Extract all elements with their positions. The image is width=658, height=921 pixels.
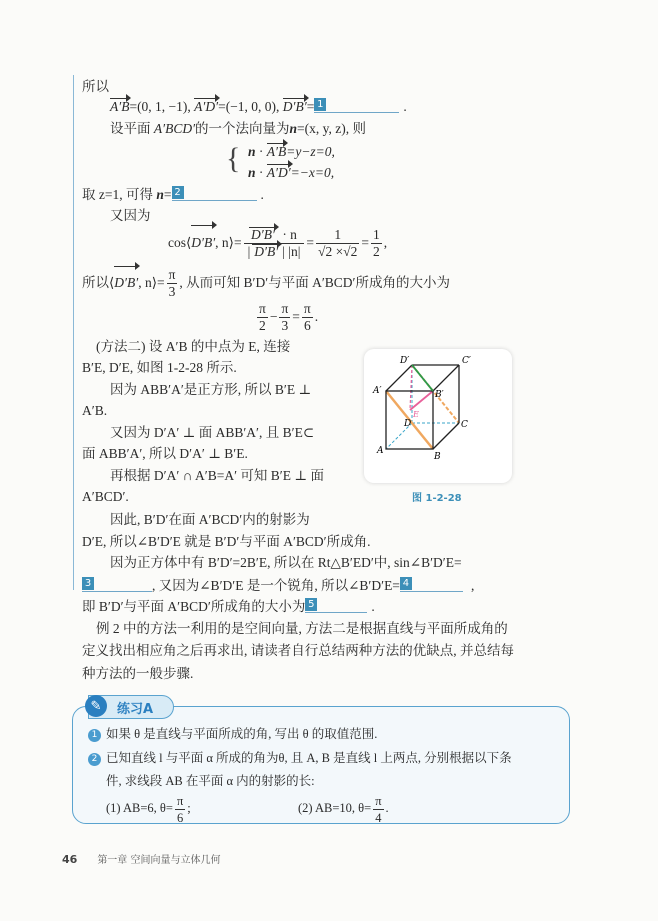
numerator: π [281, 301, 289, 317]
denominator: 2 [259, 318, 266, 334]
text: 的一个法向量为 [195, 121, 290, 136]
text: =(0, 1, −1), [129, 99, 195, 114]
numerator: π [303, 301, 311, 317]
text-line: 例 2 中的方法一利用的是空间向量, 方法二是根据直线与平面所成角的 [96, 621, 508, 636]
page-number: 46 [62, 853, 78, 866]
numerator: 1 [316, 227, 359, 244]
fraction [244, 227, 305, 260]
fraction [167, 267, 178, 300]
text: = [306, 235, 315, 250]
brace: { [226, 142, 241, 175]
label-D: D [404, 419, 412, 429]
text: =y−z=0, [286, 144, 335, 159]
text-line: 因为 ABB′A′是正方形, 所以 B′E ⊥ [110, 382, 312, 397]
blank-number: 1 [314, 98, 326, 111]
answer-blank-2[interactable] [172, 186, 257, 201]
text: , n⟩= [138, 275, 165, 290]
exercise-sub-1 [106, 791, 191, 826]
numerator: 1 [372, 227, 380, 243]
fraction [316, 227, 359, 260]
text: · n [278, 227, 297, 243]
text-line: 面 ABB′A′, 所以 D′A′ ⊥ B′E. [82, 446, 248, 461]
vector-line [110, 98, 407, 116]
text: 如果 θ 是直线与平面所成的角, 写出 θ 的取值范围. [106, 727, 378, 741]
blank-number: 5 [305, 598, 317, 611]
edge [386, 365, 412, 391]
text: n [289, 121, 298, 136]
blank-number: 2 [172, 186, 184, 199]
exercise-title: 练习A [117, 702, 154, 717]
numerator: π [168, 267, 176, 283]
item-number: 1 [88, 729, 101, 742]
denominator: 3 [168, 284, 176, 300]
numerator: π [375, 793, 382, 808]
text: | [247, 244, 251, 260]
blank-number: 3 [82, 577, 94, 590]
vector: D′B′ [282, 99, 307, 114]
vector: A′D′ [194, 99, 219, 114]
text-line [82, 577, 474, 595]
text-line: 又因为 [110, 208, 151, 223]
figure-caption: 图 1-2-28 [412, 493, 462, 504]
text: , [470, 578, 475, 593]
cube-figure [364, 349, 512, 483]
vector: A′B [110, 99, 130, 114]
exercise-item-2 [88, 749, 512, 767]
text: ; [187, 801, 191, 815]
answer-blank-4[interactable] [400, 577, 463, 592]
vector: A′B [266, 144, 287, 159]
denominator: 6 [303, 318, 311, 334]
edge [433, 423, 459, 449]
equation [248, 143, 335, 161]
blank-number: 4 [400, 577, 412, 590]
text: =−x=0, [290, 165, 335, 180]
page-footer [62, 851, 221, 866]
equation [255, 300, 318, 334]
text: − [269, 309, 278, 324]
label-A: A [377, 446, 384, 456]
green-segment [412, 365, 433, 391]
equation [248, 164, 334, 182]
vector: D′B′ [191, 225, 215, 261]
text-line [82, 266, 450, 300]
text: = [292, 309, 300, 324]
numerator: π [259, 301, 266, 317]
pencil-icon: ✎ [85, 695, 107, 717]
margin-rule [73, 75, 74, 590]
text-line [110, 120, 366, 138]
text: 已知直线 l 与平面 α 所成的角为θ, 且 A, B 是直线 l 上两点, 分别根据以下条 [106, 751, 512, 765]
answer-blank-1[interactable] [314, 98, 399, 113]
text-line: 所以 [82, 79, 109, 94]
exercise-tab [88, 695, 174, 719]
cube-diagram [364, 349, 512, 483]
text: cos⟨ [168, 235, 192, 250]
text: 即 B′D′与平面 A′BCD′所成角的大小为 [82, 599, 306, 614]
text-line: 种方法的一般步骤. [82, 666, 194, 681]
text: (1) AB=6, θ= [106, 801, 173, 815]
vector: D′B′ [114, 266, 138, 300]
text: , n⟩= [215, 235, 242, 250]
text: = [163, 187, 172, 202]
text-line [82, 186, 264, 204]
fraction [371, 227, 382, 260]
denominator: 6 [177, 810, 184, 825]
cos-equation [168, 225, 387, 261]
exercise-item-1 [88, 725, 377, 743]
text: · [255, 144, 267, 159]
exercise-sub-2 [298, 791, 389, 826]
text-line [82, 598, 375, 616]
pink-segment [410, 391, 433, 410]
text: 所以⟨ [82, 275, 115, 290]
fraction [302, 301, 313, 334]
text: . [314, 309, 319, 324]
vector: D′B′ [254, 244, 279, 260]
text-line: 又因为 D′A′ ⊥ 面 ABB′A′, 且 B′E⊂ [110, 425, 315, 440]
text: 取 z=1, 可得 [82, 187, 157, 202]
text-line: A′BCD′. [82, 489, 129, 504]
denominator: 4 [375, 810, 382, 825]
fraction [257, 301, 268, 334]
text: . [403, 99, 407, 114]
chapter-title: 第一章 空间向量与立体几何 [97, 855, 221, 866]
text: = [306, 99, 315, 114]
fraction [175, 793, 185, 826]
text: n [156, 187, 164, 202]
text-line: (方法二) 设 A′B 的中点为 E, 连接 [96, 339, 291, 354]
label-B: B [434, 452, 441, 462]
text-line: 因此, B′D′在面 A′BCD′内的射影为 [110, 512, 310, 527]
text: =(−1, 0, 0), [218, 99, 283, 114]
text: , [383, 235, 388, 250]
text-line: 定义找出相应角之后再求出, 请读者自行总结两种方法的优缺点, 并总结每 [82, 643, 514, 658]
denominator: 2 [372, 244, 380, 260]
label-A1: A′ [373, 386, 382, 396]
text: . [385, 801, 389, 815]
text: n [248, 165, 256, 180]
text-line: D′E, 所以∠B′D′E 就是 B′D′与平面 A′BCD′所成角. [82, 534, 371, 549]
text: (2) AB=10, θ= [298, 801, 372, 815]
label-C1: C′ [462, 356, 471, 366]
text-line: 再根据 D′A′ ∩ A′B=A′ 可知 B′E ⊥ 面 [110, 468, 324, 483]
label-D1: D′ [400, 356, 410, 366]
vector: A′D′ [266, 165, 291, 180]
text-line: 件, 求线段 AB 在平面 α 内的射影的长: [106, 774, 315, 788]
text: 设平面 [110, 121, 154, 136]
text: · [255, 165, 267, 180]
text-line: A′B. [82, 403, 108, 418]
fraction [373, 793, 383, 826]
answer-blank-5[interactable] [305, 598, 367, 613]
edge [433, 365, 459, 391]
numerator: π [176, 793, 184, 808]
item-number: 2 [88, 753, 101, 766]
text: , 又因为∠B′D′E 是一个锐角, 所以∠B′D′E= [152, 578, 400, 593]
text: , 从而可知 B′D′与平面 A′BCD′所成角的大小为 [179, 275, 450, 290]
text: . [260, 187, 264, 202]
text: = [361, 235, 369, 250]
text: =(x, y, z), 则 [297, 121, 367, 136]
text-line: 因为正方体中有 B′D′=2B′E, 所以在 Rt△B′ED′中, sin∠B′D′E= [110, 555, 462, 570]
text: A′BCD′ [153, 121, 196, 136]
label-C: C [461, 420, 468, 430]
text: . [371, 599, 375, 614]
text-line: B′E, D′E, 如图 1-2-28 所示. [82, 360, 237, 375]
denominator: √2 ×√2 [318, 244, 358, 260]
text: | |n| [282, 244, 301, 260]
fraction [279, 301, 290, 334]
vector: D′B′ [251, 227, 275, 243]
label-E: E [413, 410, 419, 419]
answer-blank-3[interactable] [82, 577, 152, 592]
denominator: 3 [281, 318, 289, 334]
label-B1: B′ [435, 390, 444, 400]
text: n [248, 144, 256, 159]
